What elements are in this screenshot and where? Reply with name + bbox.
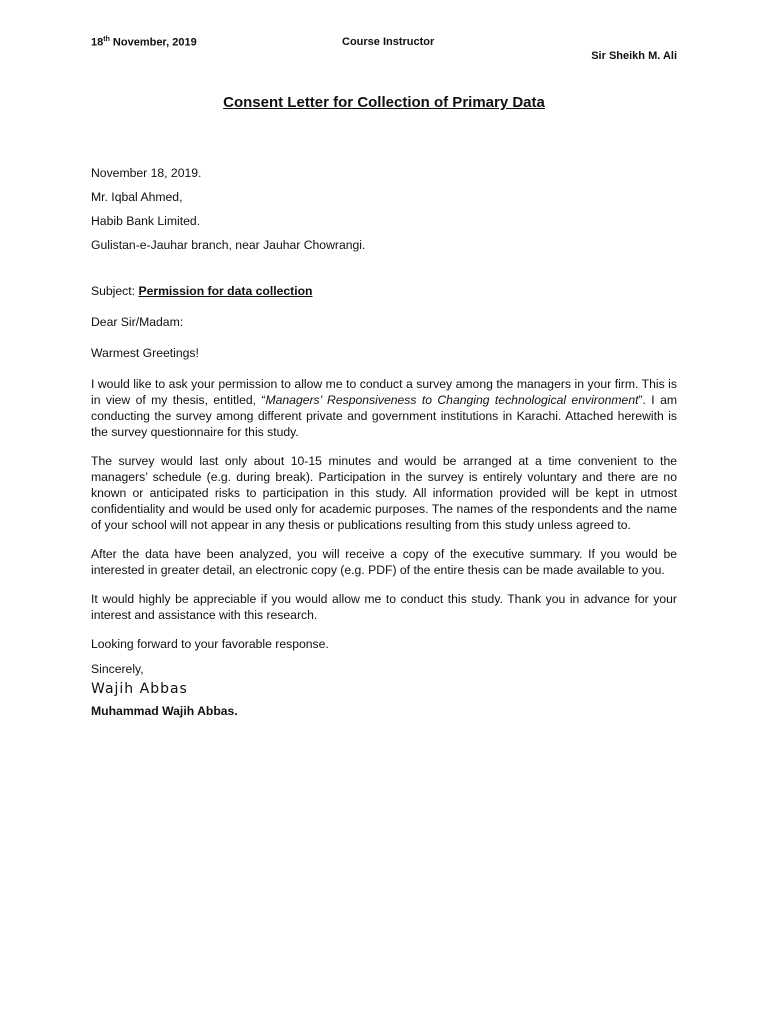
paragraph-appreciation: It would highly be appreciable if you would allow me to conduct this study. Thank you in advance for your interest and assistance with this research.: [91, 592, 677, 622]
subject-text: Permission for data collection: [138, 284, 313, 298]
full-name: Muhammad Wajih Abbas.: [91, 704, 238, 718]
subject-label: Subject:: [91, 284, 139, 298]
paragraph-permission-start: I would like to ask your permission to allow me to conduct a survey among the managers in your firm. This is in view of my thesis, entitled, “: [91, 377, 677, 407]
paragraph-summary: After the data have been analyzed, you will receive a copy of the executive summary. If you would be interested in greater detail, an electronic copy (e.g. PDF) of the entire thesis can be made available to you.: [91, 547, 677, 577]
letter-date: November 18, 2019.: [91, 166, 202, 180]
signature: Wajih Abbas: [91, 681, 188, 697]
greeting: Warmest Greetings!: [91, 346, 199, 360]
header-date-day: 18: [91, 36, 104, 49]
sign-off: Sincerely,: [91, 662, 144, 676]
recipient-name: Mr. Iqbal Ahmed,: [91, 190, 183, 204]
paragraph-permission-end: ”. I am conducting the survey among different private and government institutions in Karachi. Attached herewith is the survey questionnaire for this study.: [91, 393, 677, 439]
paragraph-survey: The survey would last only about 10-15 minutes and would be arranged at a time convenient to the managers’ schedule (e.g. during break). Participation in the survey is entirely voluntary and there are no known or anticipated risks to participation in this study. All information provided will be kept in utmost confidentiality and would be used only for academic purposes. The names of the respondents and the name of your school will not appear in any thesis or publications resulting from this study unless agreed to.: [91, 454, 677, 532]
header-date-rest: November, 2019: [109, 36, 197, 49]
recipient-organization: Habib Bank Limited.: [91, 214, 201, 228]
thesis-title: Managers’ Responsiveness to Changing technological environment: [265, 393, 639, 407]
header-course-instructor-label: Course Instructor: [342, 36, 435, 48]
header-date: [91, 36, 197, 49]
recipient-branch: Gulistan-e-Jauhar branch, near Jauhar Chowrangi.: [91, 238, 366, 252]
subject-line: [91, 283, 677, 299]
recipient-address: [91, 165, 677, 253]
paragraph-permission: [91, 376, 677, 440]
salutation: Dear Sir/Madam:: [91, 315, 184, 329]
header-instructor-name: Sir Sheikh M. Ali: [591, 50, 677, 62]
header-date-suffix: th: [103, 36, 110, 43]
letter-body: [91, 165, 677, 719]
closing-line: Looking forward to your favorable response.: [91, 637, 329, 651]
letter-title: Consent Letter for Collection of Primary Data: [223, 94, 545, 111]
